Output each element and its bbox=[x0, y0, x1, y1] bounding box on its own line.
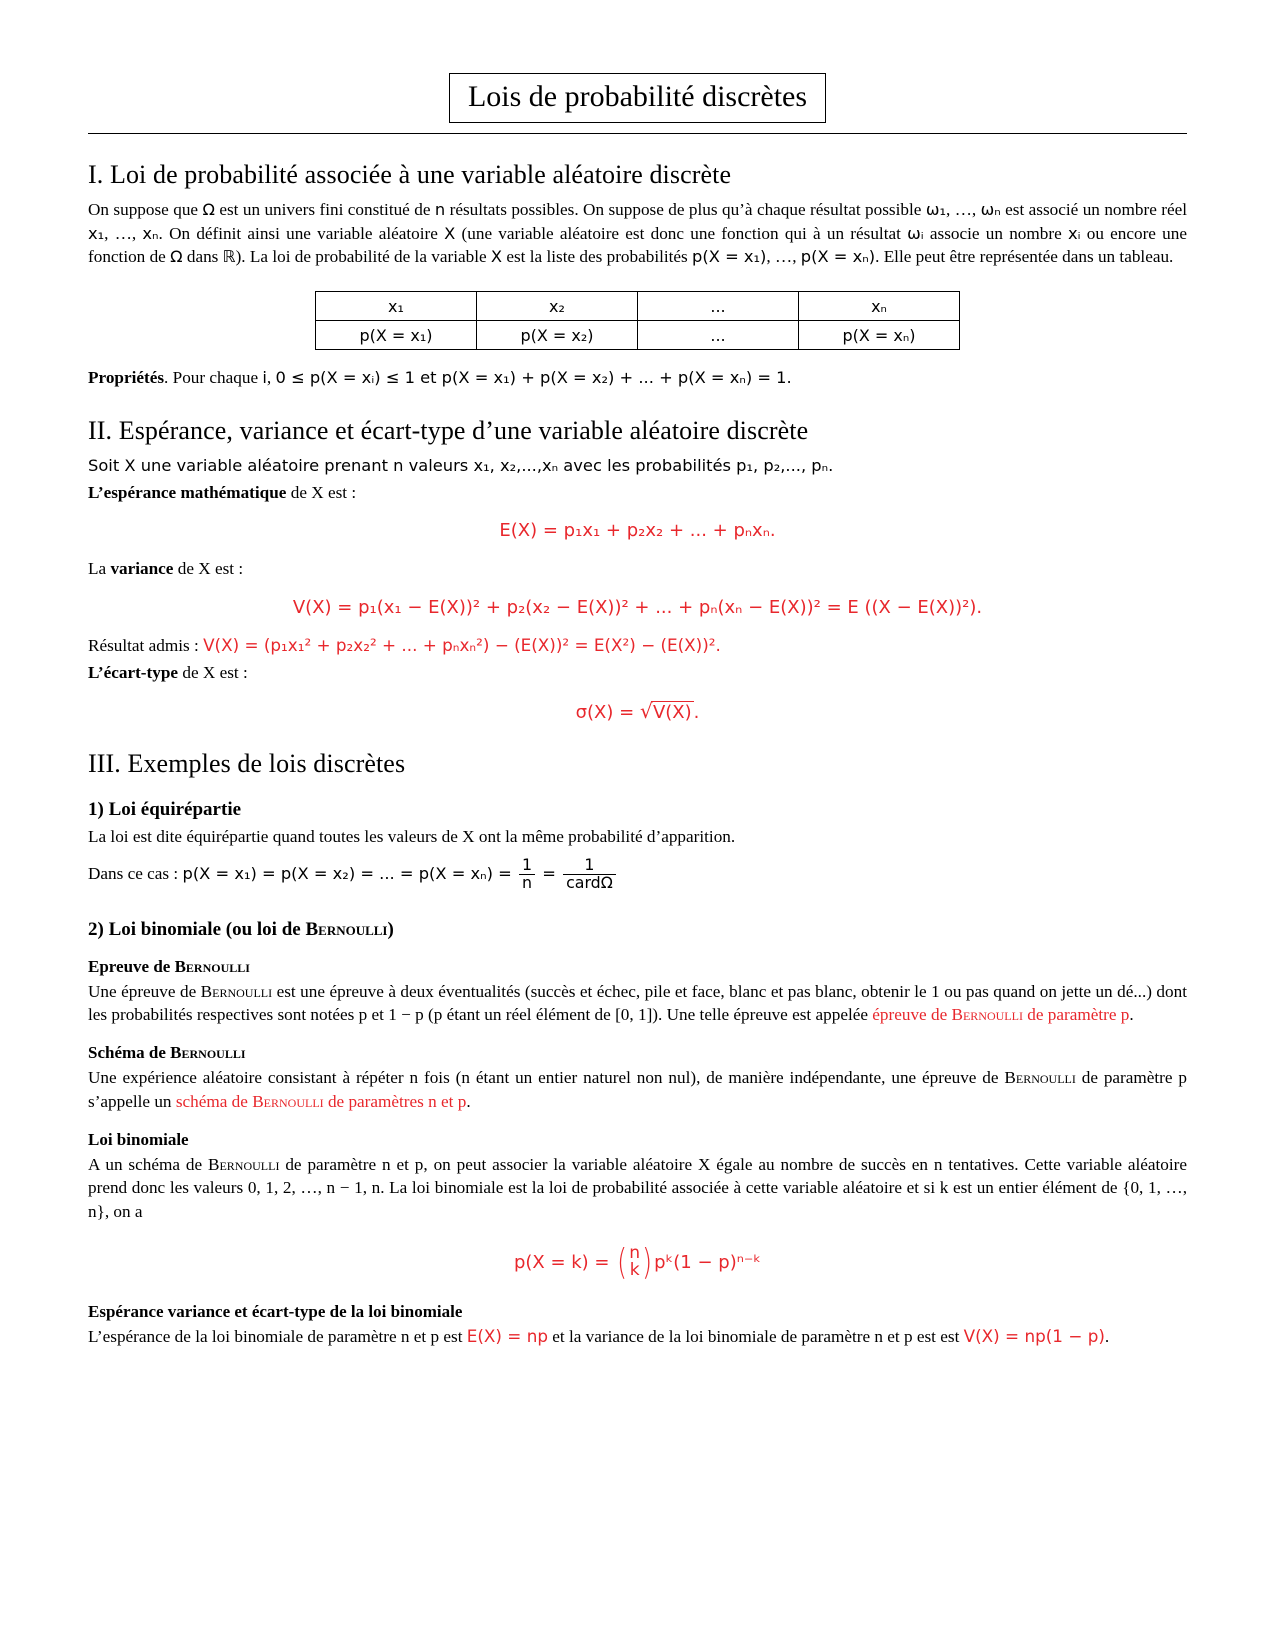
variance-rest: de X est : bbox=[173, 559, 244, 579]
binom-right-paren: ) bbox=[642, 1241, 653, 1283]
esperance-label: L’espérance mathématique bbox=[88, 482, 287, 502]
fraction-one-over-n bbox=[519, 857, 535, 891]
epreuve-text-c: . bbox=[1129, 1005, 1134, 1025]
fraction-denominator: n bbox=[519, 874, 535, 892]
equirepartie-paragraph bbox=[88, 825, 1187, 849]
binomiale-heading-bernoulli: Bernoulli bbox=[305, 918, 388, 940]
section-1-paragraph bbox=[88, 198, 1187, 269]
variance-lead: La bbox=[88, 559, 111, 579]
epreuve-paragraph bbox=[88, 980, 1187, 1027]
fraction-one-over-card-omega bbox=[563, 857, 616, 891]
section-heading-1: I. Loi de probabilité associée à une variable aléatoire discrète bbox=[88, 160, 732, 189]
s1-text-a: On suppose que bbox=[88, 200, 203, 219]
schema-red-bernoulli: Bernoulli bbox=[252, 1091, 324, 1111]
s1-omega: Ω bbox=[202, 200, 215, 219]
s1-n: n bbox=[434, 200, 446, 219]
title-block bbox=[88, 73, 1187, 123]
table-row bbox=[316, 321, 960, 350]
table-cell-x2: x₂ bbox=[477, 292, 638, 321]
fraction-denominator-2: cardΩ bbox=[563, 874, 616, 892]
binom-top: n bbox=[629, 1242, 641, 1263]
properties-text-b: , bbox=[266, 368, 276, 388]
s2-line-1: Soit X une variable aléatoire prenant n valeurs x₁, x₂,...,xₙ avec les probabilités p₁, p₂,..., pₙ. bbox=[88, 455, 834, 475]
schema-text-b: de paramètre p s’appelle un bbox=[88, 1068, 1187, 1111]
schema-paragraph bbox=[88, 1066, 1187, 1113]
epreuve-red-bernoulli: Bernoulli bbox=[951, 1005, 1023, 1025]
probability-table-wrap bbox=[88, 291, 1187, 350]
table-cell-pxn: p(X = xₙ) bbox=[799, 321, 960, 350]
schema-heading-bernoulli: Bernoulli bbox=[170, 1043, 246, 1063]
schema-red-a: schéma de bbox=[175, 1091, 253, 1111]
sqrt-radicand: V(X) bbox=[652, 701, 692, 723]
s1-text-g: . On définit ainsi une variable aléatoire bbox=[158, 223, 445, 243]
s1-reals: ℝ bbox=[222, 247, 236, 267]
s1-px1: p(X = x₁) bbox=[692, 247, 767, 267]
epreuve-red-b: de paramètre p bbox=[1022, 1005, 1130, 1025]
s1-text-f: , …, bbox=[104, 223, 143, 243]
schema-text-a: Une expérience aléatoire consistant à répéter n fois (n étant un entier naturel non nul), de manière indépendante, une épreuve de bbox=[88, 1068, 1005, 1088]
moments-text-a: L’espérance de la loi binomiale de paramètre n et p est bbox=[88, 1326, 467, 1346]
schema-bernoulli-1: Bernoulli bbox=[1004, 1068, 1076, 1088]
table-cell-px2: p(X = x₂) bbox=[477, 321, 638, 350]
section-2-paragraph-2 bbox=[88, 481, 1187, 505]
probability-table bbox=[315, 291, 960, 350]
epreuve-heading-a: Epreuve de bbox=[88, 956, 175, 976]
s1-omega-2: Ω bbox=[170, 247, 183, 267]
fraction-numerator: 1 bbox=[522, 855, 533, 875]
equirepartie-formula: p(X = x₁) = p(X = x₂) = ... = p(X = xₙ) = bbox=[182, 864, 517, 884]
resultat-admis-label: Résultat admis : bbox=[88, 636, 204, 656]
resultat-admis-formula: V(X) = (p₁x₁² + p₂x₂² + ... + pₙxₙ²) − (E(X))² = E(X²) − (E(X))². bbox=[203, 635, 721, 656]
section-2-paragraph-3 bbox=[88, 557, 1187, 581]
binomiale-formula-rhs: pᵏ(1 − p)ⁿ⁻ᵏ bbox=[654, 1251, 762, 1273]
s1-text-l: ). La loi de probabilité de la variable bbox=[235, 247, 491, 267]
page-title: Lois de probabilité discrètes bbox=[449, 73, 826, 123]
s1-x-n: xₙ bbox=[142, 223, 159, 243]
loi-binomiale-paragraph bbox=[88, 1153, 1187, 1224]
equirepartie-formula-line bbox=[88, 855, 1187, 892]
moments-text-b: et la variance de la loi binomiale de paramètre n et p est bbox=[547, 1326, 941, 1346]
s1-text-c: résultats possibles. On suppose de plus qu’à chaque résultat possible bbox=[445, 200, 926, 219]
table-cell-xn: xₙ bbox=[799, 292, 960, 321]
epreuve-text-b: est une épreuve à deux éventualités (succès et échec, pile et face, blanc et pas blanc, obtenir le 1 ou pas quand on jette un dé...) dont les probabilités respectives sont notées p et 1 − p (p étant un réel élément de [0, 1]). Une telle épreuve est appelée bbox=[88, 981, 1187, 1025]
epreuve-bernoulli-1: Bernoulli bbox=[200, 981, 273, 1001]
variance-formula: V(X) = p₁(x₁ − E(X))² + p₂(x₂ − E(X))² + ... + pₙ(xₙ − E(X))² = E ((X − E(X))²). bbox=[292, 597, 983, 619]
schema-heading bbox=[88, 1043, 1187, 1063]
section-2-paragraph-5 bbox=[88, 661, 1187, 685]
schema-heading-a: Schéma de bbox=[88, 1043, 171, 1063]
s1-text-j: ou encore une fonction de bbox=[88, 223, 1187, 267]
moments-esperance-formula: E(X) = np bbox=[466, 1325, 548, 1346]
section-2-paragraph-4 bbox=[88, 634, 1187, 658]
epreuve-heading bbox=[88, 957, 1187, 977]
s1-pxn: p(X = xₙ) bbox=[800, 247, 876, 267]
loi-bernoulli: Bernoulli bbox=[207, 1154, 280, 1174]
s1-omega-1: ω₁ bbox=[925, 200, 946, 219]
ecart-type-rest: de X est : bbox=[178, 662, 248, 682]
binomiale-heading-a: 2) Loi binomiale (ou loi de bbox=[88, 918, 306, 940]
title-divider bbox=[88, 133, 1187, 134]
s1-text-k: dans bbox=[182, 247, 223, 267]
loi-text-a: A un schéma de bbox=[88, 1154, 208, 1174]
variance-label: variance bbox=[110, 559, 174, 579]
s1-text-m: est la liste des probabilités bbox=[502, 247, 693, 267]
schema-red-b: de paramètres n et p bbox=[323, 1091, 467, 1111]
properties-paragraph bbox=[88, 366, 1187, 390]
subsection-heading-2 bbox=[88, 919, 1187, 941]
section-2-paragraph-1 bbox=[88, 454, 1187, 478]
binomial-coefficient bbox=[629, 1242, 641, 1280]
schema-text-c: . bbox=[466, 1091, 471, 1111]
binomiale-formula-lhs: p(X = k) = bbox=[513, 1251, 616, 1273]
table-row bbox=[316, 292, 960, 321]
s1-X: X bbox=[444, 223, 456, 243]
epreuve-text-a: Une épreuve de bbox=[88, 981, 201, 1001]
binom-bottom: k bbox=[629, 1259, 640, 1280]
ecart-lhs: σ(X) = bbox=[575, 701, 640, 723]
s1-text-n: , …, bbox=[766, 247, 801, 267]
moments-text-c: est bbox=[940, 1326, 964, 1346]
properties-label: Propriétés bbox=[88, 368, 165, 388]
table-cell-px1: p(X = x₁) bbox=[316, 321, 477, 350]
s1-text-d: , …, bbox=[945, 200, 981, 219]
binom-left-paren: ( bbox=[617, 1241, 628, 1283]
esperance-formula: E(X) = p₁x₁ + p₂x₂ + ... + pₙxₙ. bbox=[499, 520, 776, 542]
esperance-rest: de X est : bbox=[286, 482, 357, 502]
moments-heading: Espérance variance et écart-type de la loi binomiale bbox=[88, 1301, 463, 1321]
sqrt-symbol bbox=[640, 701, 694, 723]
loi-text-b: de paramètre n et p, on peut associer la variable aléatoire X égale au nombre de succès en n tentatives. Cette variable aléatoire prend donc les valeurs 0, 1, 2, …, n − 1, n. La loi binomiale est la loi de probabilité associée à cette variable aléatoire et si k est un entier élément de {0, 1, …, n}, on a bbox=[88, 1154, 1187, 1221]
moments-variance-formula: V(X) = np(1 − p) bbox=[963, 1325, 1105, 1346]
s1-text-b: est un univers fini constitué de bbox=[214, 200, 435, 219]
equals-sign: = bbox=[537, 864, 562, 884]
moments-paragraph bbox=[88, 1325, 1187, 1349]
properties-index: i bbox=[262, 368, 267, 388]
s1-text-i: associe un nombre bbox=[923, 223, 1068, 243]
s1-omega-n: ωₙ bbox=[980, 200, 1001, 219]
s1-x-1: x₁ bbox=[88, 223, 105, 243]
s1-omega-i: ωᵢ bbox=[907, 223, 924, 243]
moments-text-d: . bbox=[1104, 1326, 1110, 1346]
epreuve-red-a: épreuve de bbox=[872, 1005, 952, 1025]
subsection-heading-1: 1) Loi équirépartie bbox=[88, 798, 242, 820]
section-heading-3: III. Exemples de lois discrètes bbox=[88, 748, 406, 778]
epreuve-heading-bernoulli: Bernoulli bbox=[174, 956, 250, 976]
loi-binomiale-heading: Loi binomiale bbox=[88, 1129, 189, 1149]
section-heading-2: II. Espérance, variance et écart-type d’une variable aléatoire discrète bbox=[88, 415, 809, 445]
s1-X-2: X bbox=[490, 247, 503, 267]
equirepartie-text: La loi est dite équirépartie quand toutes les valeurs de X ont la même probabilité d’apparition. bbox=[88, 826, 736, 846]
s1-text-e: est associé un nombre réel bbox=[1000, 200, 1187, 219]
s1-x-i: xᵢ bbox=[1067, 223, 1081, 243]
s1-text-o: . Elle peut être représentée dans un tableau. bbox=[875, 247, 1174, 267]
binomiale-heading-b: ) bbox=[387, 918, 394, 940]
fraction-numerator-2: 1 bbox=[584, 855, 595, 875]
ecart-type-formula bbox=[88, 701, 1187, 723]
properties-text-a: . Pour chaque bbox=[164, 368, 263, 388]
s1-text-h: (une variable aléatoire est donc une fonction qui à un résultat bbox=[455, 223, 908, 243]
binomiale-formula bbox=[88, 1241, 1187, 1283]
equirepartie-lead: Dans ce cas : bbox=[88, 864, 183, 884]
ecart-end: . bbox=[693, 701, 700, 723]
table-cell-x1: x₁ bbox=[316, 292, 477, 321]
ecart-type-label: L’écart-type bbox=[88, 662, 179, 682]
properties-formula: 0 ≤ p(X = xᵢ) ≤ 1 et p(X = x₁) + p(X = x₂) + ... + p(X = xₙ) = 1. bbox=[275, 368, 792, 388]
table-cell-dots-2: ... bbox=[638, 321, 799, 350]
table-cell-dots-1: ... bbox=[638, 292, 799, 321]
